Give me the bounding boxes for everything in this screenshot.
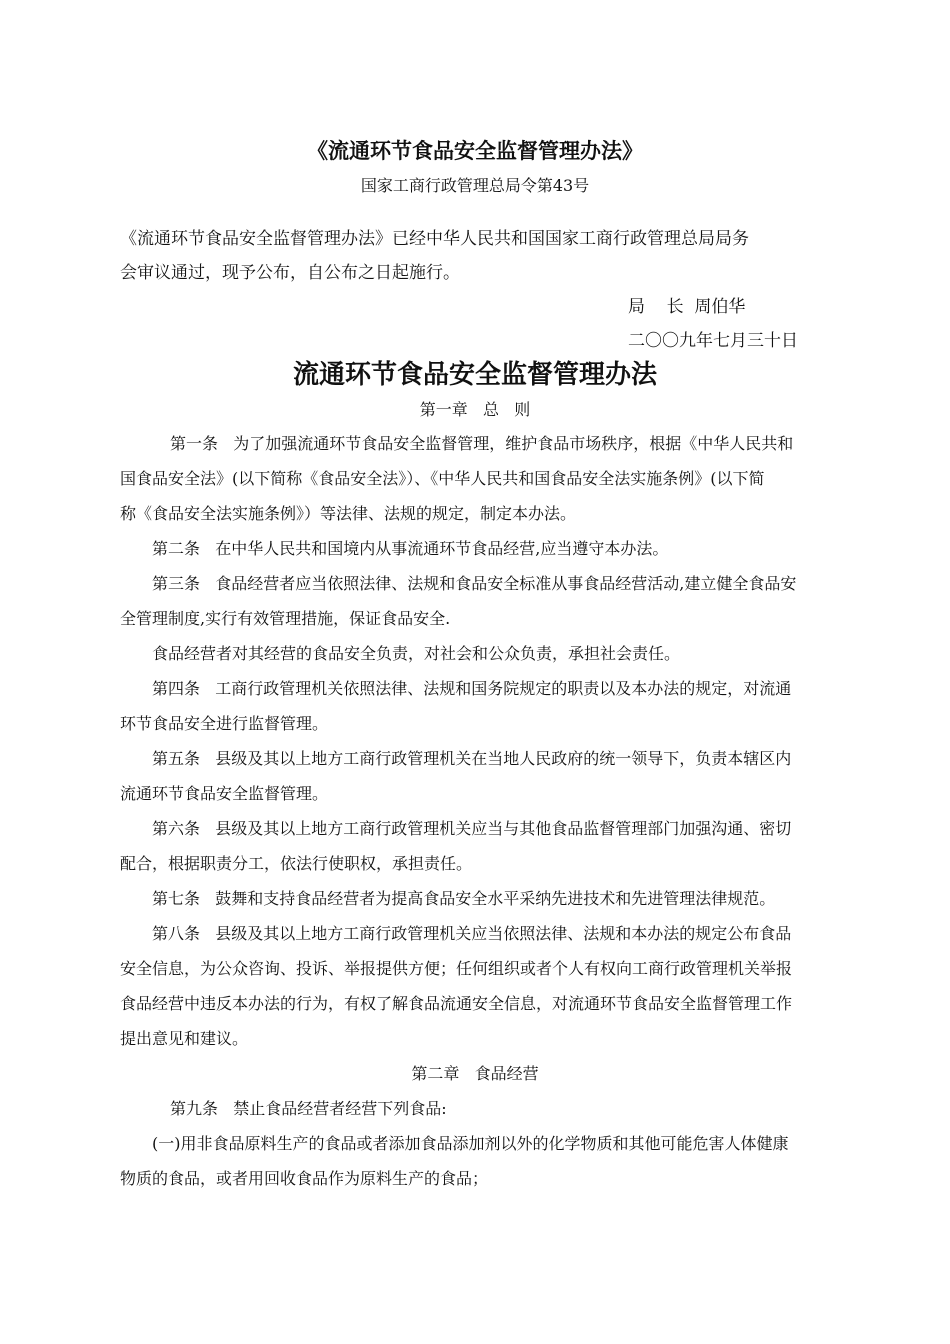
chapter-1-heading: 第一章 总 则 xyxy=(419,400,531,419)
article-1-line-1: 第一条 为了加强流通环节食品安全监督管理，维护食品市场秩序，根据《中华人民共和 xyxy=(170,434,794,453)
article-5-line-2: 流通环节食品安全监督管理。 xyxy=(120,784,329,803)
article-4-line-2: 环节食品安全进行监督管理。 xyxy=(120,714,329,733)
article-6-line-2: 配合，根据职责分工，依法行使职权，承担责任。 xyxy=(120,854,473,873)
article-9-item-1-line-1: (一)用非食品原料生产的食品或者添加食品添加剂以外的化学物质和其他可能危害人体健康 xyxy=(152,1134,789,1153)
article-5-line-1: 第五条 县级及其以上地方工商行政管理机关在当地人民政府的统一领导下，负责本辖区内 xyxy=(152,749,792,768)
article-3-line-1: 第三条 食品经营者应当依照法律、法规和食品安全标准从事食品经营活动,建立健全食品安 xyxy=(152,574,797,593)
signer: 局 长 周伯华 xyxy=(628,297,746,317)
document-title: 流通环节食品安全监督管理办法 xyxy=(292,360,657,390)
article-8-line-2: 安全信息，为公众咨询、投诉、举报提供方便；任何组织或者个人有权向工商行政管理机关举报 xyxy=(120,959,793,978)
article-4-line-1: 第四条 工商行政管理机关依照法律、法规和国务院规定的职责以及本办法的规定，对流通 xyxy=(152,679,792,698)
decree-title: 《流通环节食品安全监督管理办法》 xyxy=(307,138,643,163)
article-8-line-4: 提出意见和建议。 xyxy=(120,1029,249,1048)
article-1-line-3: 称《食品安全法实施条例》）等法律、法规的规定，制定本办法。 xyxy=(120,504,577,523)
article-9: 第九条 禁止食品经营者经营下列食品: xyxy=(170,1099,447,1118)
article-7: 第七条 鼓舞和支持食品经营者为提高食品安全水平采纳先进技术和先进管理法律规范。 xyxy=(152,889,776,908)
chapter-2-heading: 第二章 食品经营 xyxy=(411,1064,539,1083)
announcement-line-2: 会审议通过，现予公布，自公布之日起施行。 xyxy=(120,263,460,283)
decree-number: 国家工商行政管理总局令第43号 xyxy=(360,176,590,195)
article-8-line-1: 第八条 县级及其以上地方工商行政管理机关应当依照法律、法规和本办法的规定公布食品 xyxy=(152,924,792,943)
article-1-line-2: 国食品安全法》(以下简称《食品安全法》）、《中华人民共和国食品安全法实施条例》(以下简 xyxy=(120,469,765,488)
article-2: 第二条 在中华人民共和国境内从事流通环节食品经营,应当遵守本办法。 xyxy=(152,539,669,558)
announcement-line-1: 《流通环节食品安全监督管理办法》已经中华人民共和国国家工商行政管理总局局务 xyxy=(120,229,749,249)
article-3-line-2: 全管理制度,实行有效管理措施，保证食品安全. xyxy=(120,609,451,628)
signing-date: 二〇〇九年七月三十日 xyxy=(628,331,798,351)
article-9-item-1-line-2: 物质的食品，或者用回收食品作为原料生产的食品； xyxy=(120,1169,489,1188)
article-6-line-1: 第六条 县级及其以上地方工商行政管理机关应当与其他食品监督管理部门加强沟通、密切 xyxy=(152,819,792,838)
article-8-line-3: 食品经营中违反本办法的行为，有权了解食品流通安全信息，对流通环节食品安全监督管理工作 xyxy=(120,994,793,1013)
article-3-paragraph-2: 食品经营者对其经营的食品安全负责，对社会和公众负责，承担社会责任。 xyxy=(152,644,681,663)
